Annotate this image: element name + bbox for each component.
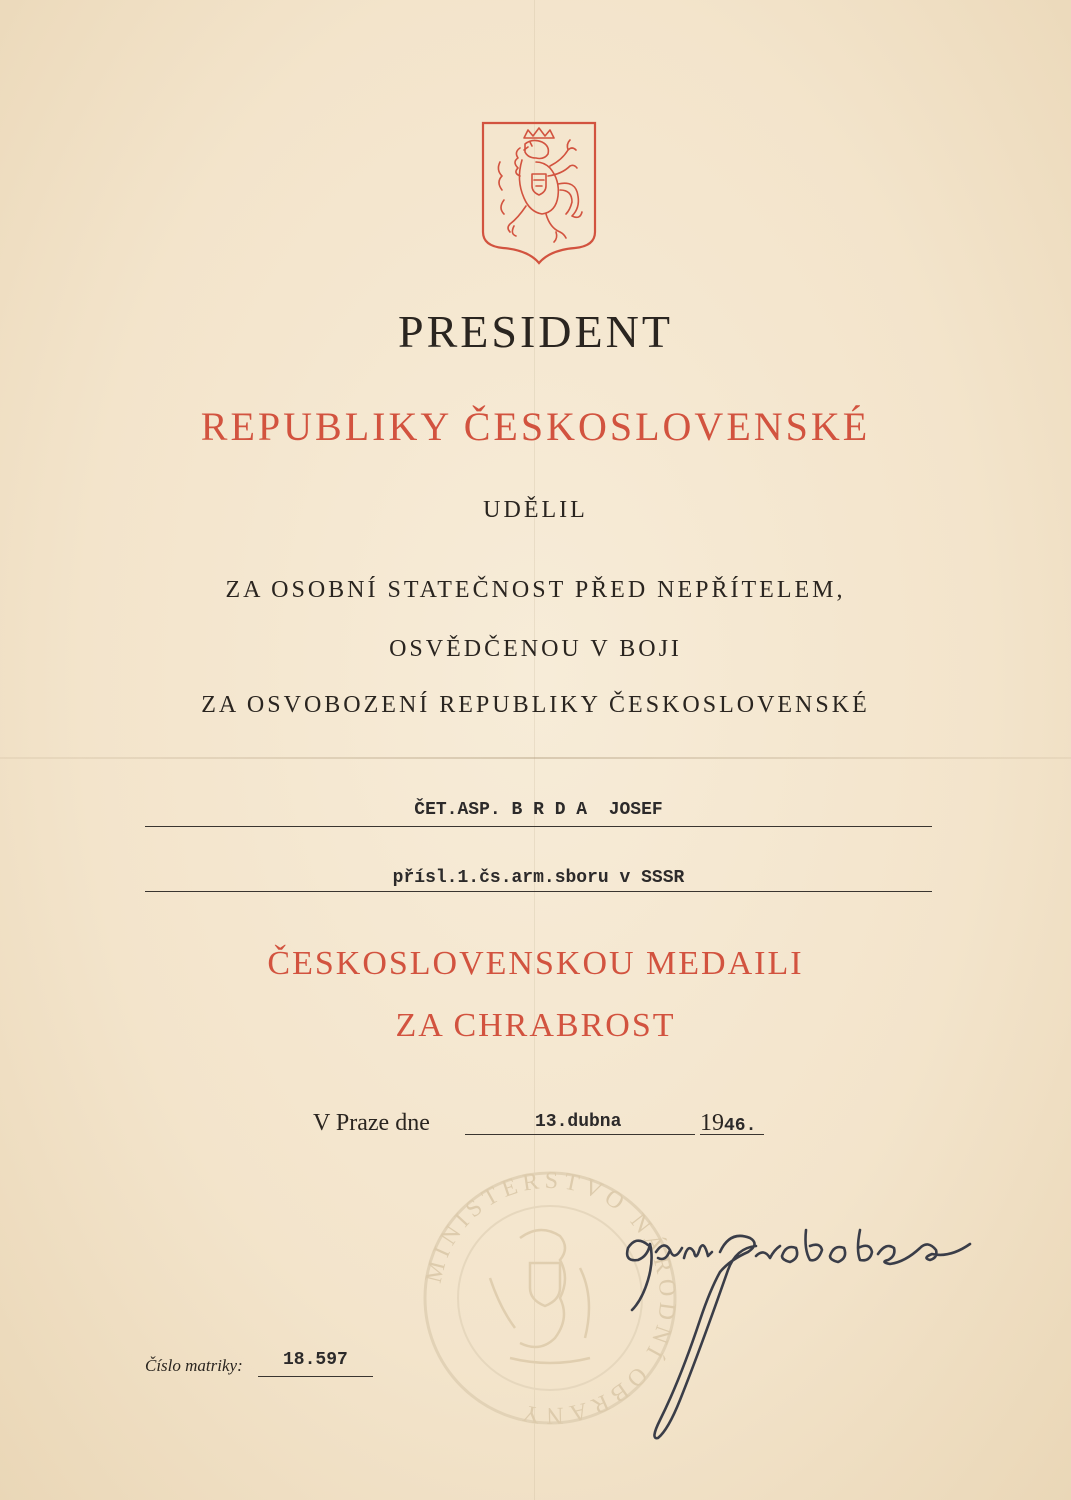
date-year-underline — [700, 1134, 764, 1135]
medal-name-line-1: ČESKOSLOVENSKOU MEDAILI — [267, 945, 804, 982]
registry-underline — [258, 1376, 373, 1377]
paper-fold-horizontal — [0, 757, 1071, 759]
reason-line-1: ZA OSOBNÍ STATEČNOST PŘED NEPŘÍTELEM, — [225, 577, 846, 603]
date-year — [700, 1110, 756, 1137]
coat-of-arms-icon — [480, 120, 598, 265]
date-day-underline — [465, 1134, 695, 1135]
recipient-unit-underline — [145, 891, 932, 892]
recipient-name-underline — [145, 826, 932, 827]
registry-label: Číslo matriky: — [145, 1356, 243, 1375]
recipient-name: ČET.ASP. B R D A JOSEF — [414, 800, 663, 820]
title-republic: REPUBLIKY ČESKOSLOVENSKÉ — [200, 404, 871, 449]
reason-line-2: OSVĚDČENOU V BOJI — [389, 636, 682, 662]
date-day: 13.dubna — [535, 1112, 622, 1132]
awarded-text: UDĚLIL — [483, 497, 588, 523]
date-prefix: V Praze dne — [313, 1110, 430, 1136]
reason-line-3: ZA OSVOBOZENÍ REPUBLIKY ČESKOSLOVENSKÉ — [201, 692, 870, 718]
date-year-typed: 46. — [724, 1116, 757, 1136]
title-president: PRESIDENT — [398, 306, 673, 357]
seal-text: MINISTERSTVO NÁRODNÍ OBRANY — [420, 1168, 680, 1428]
registry-value: 18.597 — [283, 1350, 348, 1370]
date-row — [313, 1110, 783, 1140]
recipient-unit: přísl.1.čs.arm.sboru v SSSR — [392, 868, 685, 888]
handwritten-signature — [560, 1200, 1040, 1470]
date-year-printed: 19 — [700, 1110, 724, 1136]
medal-name-line-2: ZA CHRABROST — [395, 1007, 676, 1044]
